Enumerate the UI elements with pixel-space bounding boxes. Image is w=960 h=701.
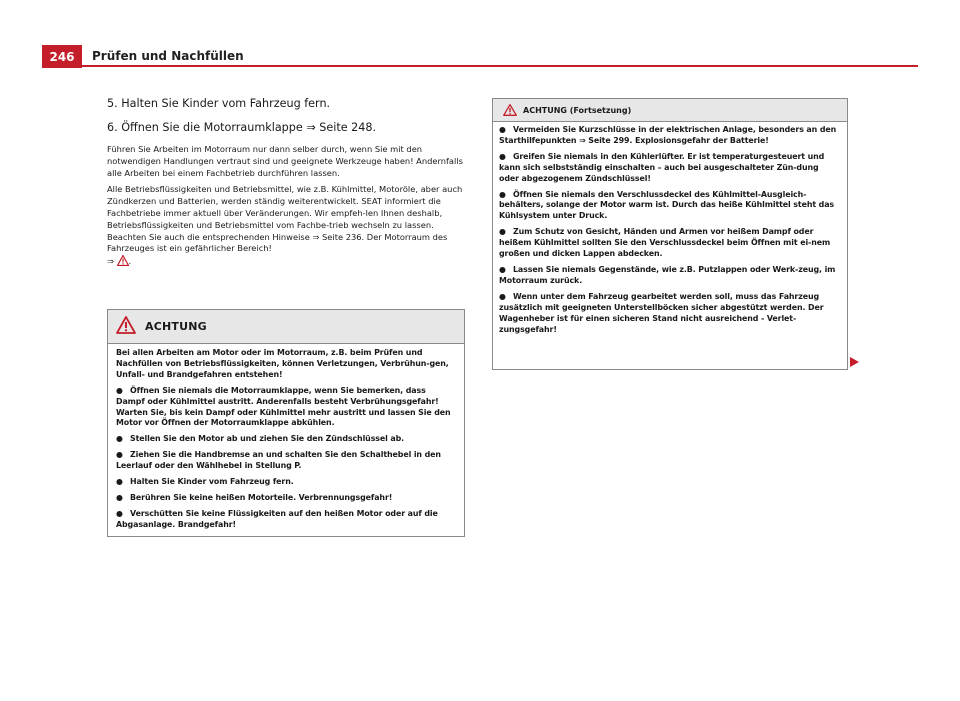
list-item: ● Wenn unter dem Fahrzeug gearbeitet werden soll, muss das Fahrzeug zusätzlich mit geeigneten Unterstellböcken sicher abgestützt werden. Der Wagenheber ist für einen sicheren Stand nicht ausreichend - Verlet-zungsgefahr! bbox=[499, 291, 824, 334]
list-item: ● Öffnen Sie niemals den Verschlussdeckel des Kühlmittel-Ausgleich-behälters, solange der Motor warm ist. Durch das heiße Kühlmittel steht das Kühlsystem unter Druck. bbox=[499, 189, 835, 221]
list-item: ● Berühren Sie keine heißen Motorteile. Verbrennungsgefahr! bbox=[116, 492, 393, 502]
list-item: ● Greifen Sie niemals in den Kühlerlüfter. Er ist temperaturgesteuert und kann sich selbstständig einschalten – auch bei ausgeschalteter Zün-dung oder abgezogenem Zündschlüssel! bbox=[499, 151, 825, 183]
warning-title: ACHTUNG bbox=[145, 320, 207, 333]
bullet-icon: ● bbox=[116, 492, 123, 502]
warning-triangle-icon bbox=[116, 316, 136, 338]
intro-paragraph: Führen Sie Arbeiten im Motorraum nur dann selber durch, wenn Sie mit den notwendigen Handlungen vertraut sind und geeignete Werkzeuge haben! Andernfalls alle Arbeiten bei einem Fachbetrieb durchführen lassen. bbox=[107, 144, 463, 178]
warning-intro: Bei allen Arbeiten am Motor oder im Motorraum, z.B. beim Prüfen und Nachfüllen von Betriebsflüssigkeiten, können Verletzungen, Verbrühun-gen, Unfall- und Brandgefahren entstehen! bbox=[116, 348, 449, 379]
bullet-icon: ● bbox=[499, 189, 506, 199]
warning-triangle-icon bbox=[503, 101, 517, 120]
list-item: ● Ziehen Sie die Handbremse an und schalten Sie den Schalthebel in den Leerlauf oder den Wählhebel in Stellung P. bbox=[116, 450, 441, 471]
fluids-paragraph-text: Alle Betriebsflüssigkeiten und Betriebsmittel, wie z.B. Kühlmittel, Motoröle, aber auch Zündkerzen und Batterien, werden ständig weiterentwickelt. SEAT informiert die Fachbetriebe immer aktuell über Veränderungen. Wir empfeh-len Ihnen deshalb, Betriebsflüssigkeiten und Betriebsmittel vom Fachbe-trieb wechseln zu lassen. Beachten Sie auch die entsprechenden Hinweise ⇒ Seite 236. Der Motorraum des Fahrzeuges ist ein gefährlicher Bereich! bbox=[107, 184, 463, 254]
warning-header bbox=[108, 310, 464, 344]
bullet-icon: ● bbox=[116, 385, 123, 395]
bullet-icon: ● bbox=[116, 434, 123, 444]
list-item: ● Verschütten Sie keine Flüssigkeiten auf den heißen Motor oder auf die Abgasanlage. Brandgefahr! bbox=[116, 508, 438, 529]
list-item: ● Vermeiden Sie Kurzschlüsse in der elektrischen Anlage, besonders an den Starthilfepunkten ⇒ Seite 299. Explosionsgefahr der Batterie! bbox=[499, 125, 837, 145]
continue-arrow-icon bbox=[850, 352, 859, 371]
warning-body bbox=[108, 344, 464, 536]
bullet-icon: ● bbox=[499, 264, 506, 274]
page-title: Prüfen und Nachfüllen bbox=[92, 49, 244, 63]
warning-continued-body bbox=[493, 122, 847, 335]
list-item: ● Zum Schutz von Gesicht, Händen und Armen vor heißem Dampf oder heißem Kühlmittel sollten Sie den Verschlussdeckel beim Öffnen mit ei-nem großen und dicken Lappen abdecken. bbox=[499, 227, 831, 259]
bullet-icon: ● bbox=[499, 227, 506, 237]
warning-ref-end: . bbox=[128, 256, 132, 267]
warning-continued-box bbox=[492, 98, 848, 370]
bullet-icon: ● bbox=[116, 450, 123, 460]
fluids-paragraph bbox=[107, 184, 467, 270]
step-5: 5. Halten Sie Kinder vom Fahrzeug fern. bbox=[107, 97, 331, 110]
warning-ref-arrow: ⇒ bbox=[107, 256, 114, 267]
left-column bbox=[107, 96, 467, 275]
page-number: 246 bbox=[42, 45, 82, 68]
warning-continued-header bbox=[493, 99, 847, 122]
warning-box bbox=[107, 309, 465, 537]
list-item: ● Lassen Sie niemals Gegenstände, wie z.B. Putzlappen oder Werk-zeug, im Motorraum zurück. bbox=[499, 264, 836, 285]
bullet-icon: ● bbox=[116, 508, 123, 518]
warning-triangle-icon[interactable] bbox=[117, 255, 129, 270]
list-item: ● Stellen Sie den Motor ab und ziehen Sie den Zündschlüssel ab. bbox=[116, 434, 405, 444]
bullet-icon: ● bbox=[499, 291, 506, 301]
bullet-icon: ● bbox=[499, 125, 506, 134]
bullet-icon: ● bbox=[116, 477, 123, 487]
header-divider bbox=[82, 65, 918, 67]
bullet-icon: ● bbox=[499, 151, 506, 161]
list-item: ● Öffnen Sie niemals die Motorraumklappe, wenn Sie bemerken, dass Dampf oder Kühlmittel austritt. Anderenfalls besteht Verbrühungsgefahr! Warten Sie, bis kein Dampf oder Kühlmittel mehr austritt und lassen Sie den Motor vor Öffnen der Motorraumklappe abkühlen. bbox=[116, 385, 451, 428]
warning-continued-title: ACHTUNG (Fortsetzung) bbox=[523, 105, 632, 115]
list-item: ● Halten Sie Kinder vom Fahrzeug fern. bbox=[116, 477, 294, 487]
step-6: 6. Öffnen Sie die Motorraumklappe ⇒ Seite 248. bbox=[107, 121, 377, 134]
